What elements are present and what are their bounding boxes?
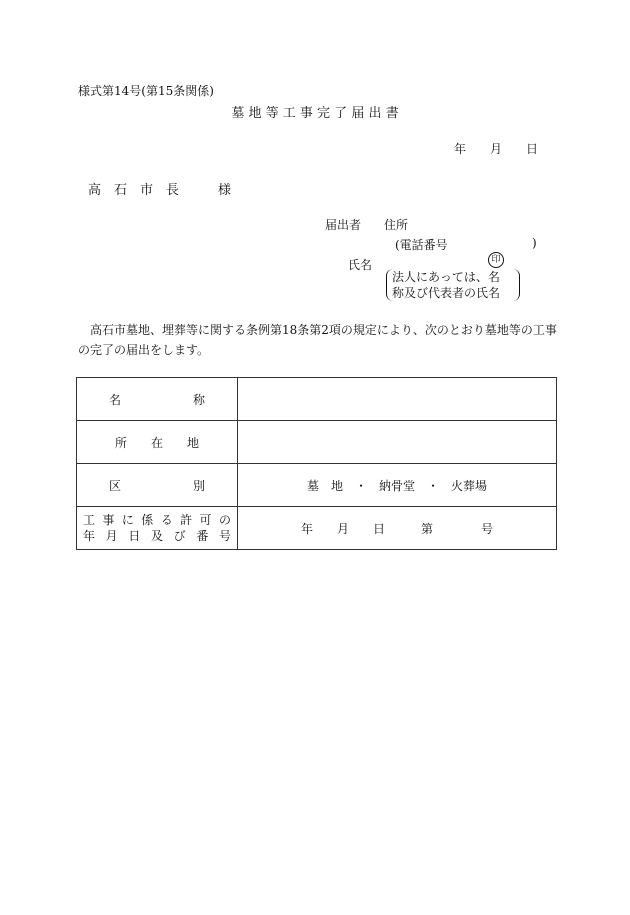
name-cell-label: 名 称 <box>77 378 238 421</box>
name-label: 氏名 <box>348 258 373 272</box>
corporation-note-line1: 法人にあっては、名 <box>392 270 500 284</box>
table-row <box>77 378 557 421</box>
body-paragraph <box>78 320 558 360</box>
document-title: 墓 地 等 工 事 完 了 届 出 書 <box>231 106 399 121</box>
address-label: 住所 <box>384 218 409 232</box>
details-table <box>76 377 557 550</box>
body-text: 高石市墓地、埋葬等に関する条例第18条第2項の規定により、次のとおり墓地等の工事の完了の届出をします。 <box>78 323 557 357</box>
phone-close-paren: ) <box>532 236 537 250</box>
table-row <box>77 421 557 464</box>
date-line: 年 月 日 <box>453 142 538 156</box>
phone-label: (電話番号 <box>395 238 448 252</box>
notifier-label: 届出者 <box>325 218 362 232</box>
permit-cell-value[interactable]: 年 月 日 第 号 <box>238 507 557 550</box>
seal-mark-icon: 印 <box>488 252 504 268</box>
location-cell-label: 所 在 地 <box>77 421 238 464</box>
location-cell-value[interactable] <box>238 421 557 464</box>
body-indent <box>78 323 90 337</box>
addressee-honorific: 様 <box>218 183 232 198</box>
permit-cell-label <box>77 507 238 550</box>
name-cell-value[interactable] <box>238 378 557 421</box>
table-row <box>77 507 557 550</box>
category-cell-value[interactable]: 墓 地 ・ 納骨堂 ・ 火葬場 <box>238 464 557 507</box>
corporation-note <box>386 269 520 301</box>
permit-label-line1: 工事に係る許可の <box>83 513 231 527</box>
category-cell-label: 区 別 <box>77 464 238 507</box>
form-number: 様式第14号(第15条関係) <box>78 84 214 98</box>
permit-label-line2: 年月日及び番号 <box>83 529 231 543</box>
corporation-note-line2: 称及び代表者の氏名 <box>392 286 501 300</box>
table-row <box>77 464 557 507</box>
addressee-mayor: 高 石 市 長 <box>88 183 180 198</box>
